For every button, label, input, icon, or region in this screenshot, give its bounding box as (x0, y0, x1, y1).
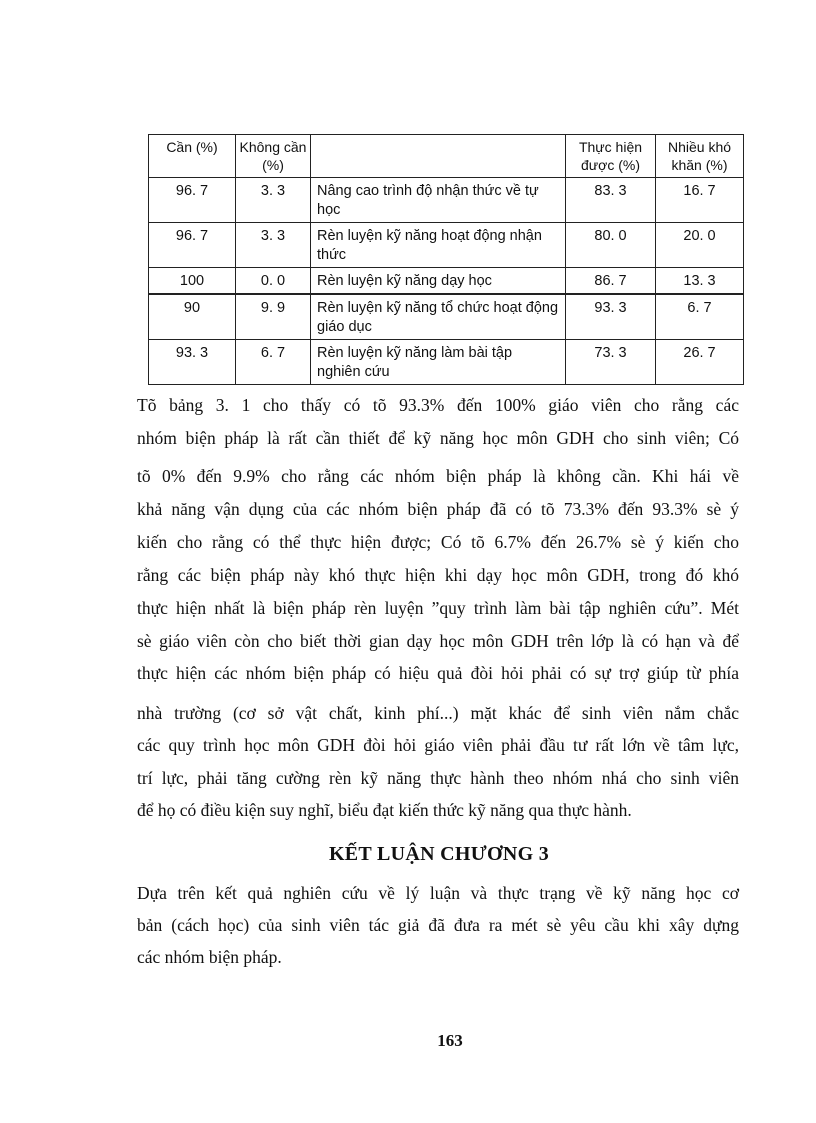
cell-khong-can: 3. 3 (236, 178, 311, 223)
survey-table (148, 134, 744, 385)
header-kho-khan: Nhiều khó khăn (%) (656, 135, 744, 178)
cell-kho-khan: 16. 7 (656, 178, 744, 223)
body-line: sè giáo viên còn cho biết thời gian dạy học môn GDH trên lớp là có hạn và để (137, 631, 739, 651)
header-measure (311, 135, 566, 178)
body-line: trí lực, phải tăng cường rèn kỹ năng thực hành theo nhóm nhá cho sinh viên (137, 768, 739, 788)
cell-can: 100 (149, 268, 236, 295)
table-row (149, 223, 744, 268)
section-line: Dựa trên kết quả nghiên cứu về lý luận và thực trạng về kỹ năng học cơ (137, 883, 739, 903)
body-line: khả năng vận dụng của các nhóm biện pháp đã có tõ 73.3% đến 93.3% sè ý (137, 499, 739, 519)
cell-kho-khan: 20. 0 (656, 223, 744, 268)
cell-thuc-hien: 80. 0 (566, 223, 656, 268)
cell-kho-khan: 13. 3 (656, 268, 744, 295)
cell-measure: Rèn luyện kỹ năng dạy học (311, 268, 566, 295)
body-line: tõ 0% đến 9.9% cho rằng các nhóm biện pháp là không cần. Khi hái về (137, 466, 739, 486)
body-line: để họ có điều kiện suy nghĩ, biểu đạt kiến thức kỹ năng qua thực hành. (137, 800, 632, 820)
body-line: Tõ bảng 3. 1 cho thấy có tõ 93.3% đến 100% giáo viên cho rằng các (137, 395, 739, 415)
cell-can: 93. 3 (149, 340, 236, 385)
cell-thuc-hien: 73. 3 (566, 340, 656, 385)
cell-measure: Rèn luyện kỹ năng hoạt động nhận thức (311, 223, 566, 268)
header-khong-can: Không cần (%) (236, 135, 311, 178)
body-line: thực hiện nhất là biện pháp rèn luyện ”quy trình làm bài tập nghiên cứu”. Mét (137, 598, 739, 618)
cell-measure: Nâng cao trình độ nhận thức về tự học (311, 178, 566, 223)
cell-khong-can: 6. 7 (236, 340, 311, 385)
cell-khong-can: 0. 0 (236, 268, 311, 295)
header-can: Cần (%) (149, 135, 236, 178)
body-line: các quy trình học môn GDH đòi hỏi giáo viên phải đầu tư rất lớn về tâm lực, (137, 735, 739, 755)
table-row (149, 178, 744, 223)
cell-thuc-hien: 86. 7 (566, 268, 656, 295)
cell-thuc-hien: 93. 3 (566, 294, 656, 340)
page-number: 163 (437, 1031, 463, 1050)
table-header-row (149, 135, 744, 178)
cell-khong-can: 3. 3 (236, 223, 311, 268)
cell-khong-can: 9. 9 (236, 294, 311, 340)
body-line: kiến cho rằng có thể thực hiện được; Có tõ 6.7% đến 26.7% sè ý kiến cho (137, 532, 739, 552)
cell-measure: Rèn luyện kỹ năng làm bài tập nghiên cứu (311, 340, 566, 385)
header-thuc-hien: Thực hiện được (%) (566, 135, 656, 178)
cell-can: 96. 7 (149, 178, 236, 223)
body-line: nhóm biện pháp là rất cần thiết để kỹ năng học môn GDH cho sinh viên; Có (137, 428, 739, 448)
cell-kho-khan: 6. 7 (656, 294, 744, 340)
body-line: rằng các biện pháp này khó thực hiện khi dạy học môn GDH, trong đó khó (137, 565, 739, 585)
cell-measure: Rèn luyện kỹ năng tổ chức hoạt động giáo dục (311, 294, 566, 340)
cell-can: 90 (149, 294, 236, 340)
table-row (149, 268, 744, 295)
cell-can: 96. 7 (149, 223, 236, 268)
section-heading: KẾT LUẬN CHƯƠNG 3 (328, 843, 550, 865)
body-line: thực hiện các nhóm biện pháp có hiệu quả đòi hỏi phải có sự trợ giúp từ phía (137, 663, 739, 683)
table-row (149, 340, 744, 385)
table-row (149, 294, 744, 340)
section-line: bản (cách học) của sinh viên tác giả đã đưa ra mét sè yêu cầu khi xây dựng (137, 915, 739, 935)
body-line: nhà trường (cơ sở vật chất, kinh phí...) mặt khác để sinh viên nắm chắc (137, 703, 739, 723)
section-line: các nhóm biện pháp. (137, 947, 282, 967)
cell-thuc-hien: 83. 3 (566, 178, 656, 223)
cell-kho-khan: 26. 7 (656, 340, 744, 385)
